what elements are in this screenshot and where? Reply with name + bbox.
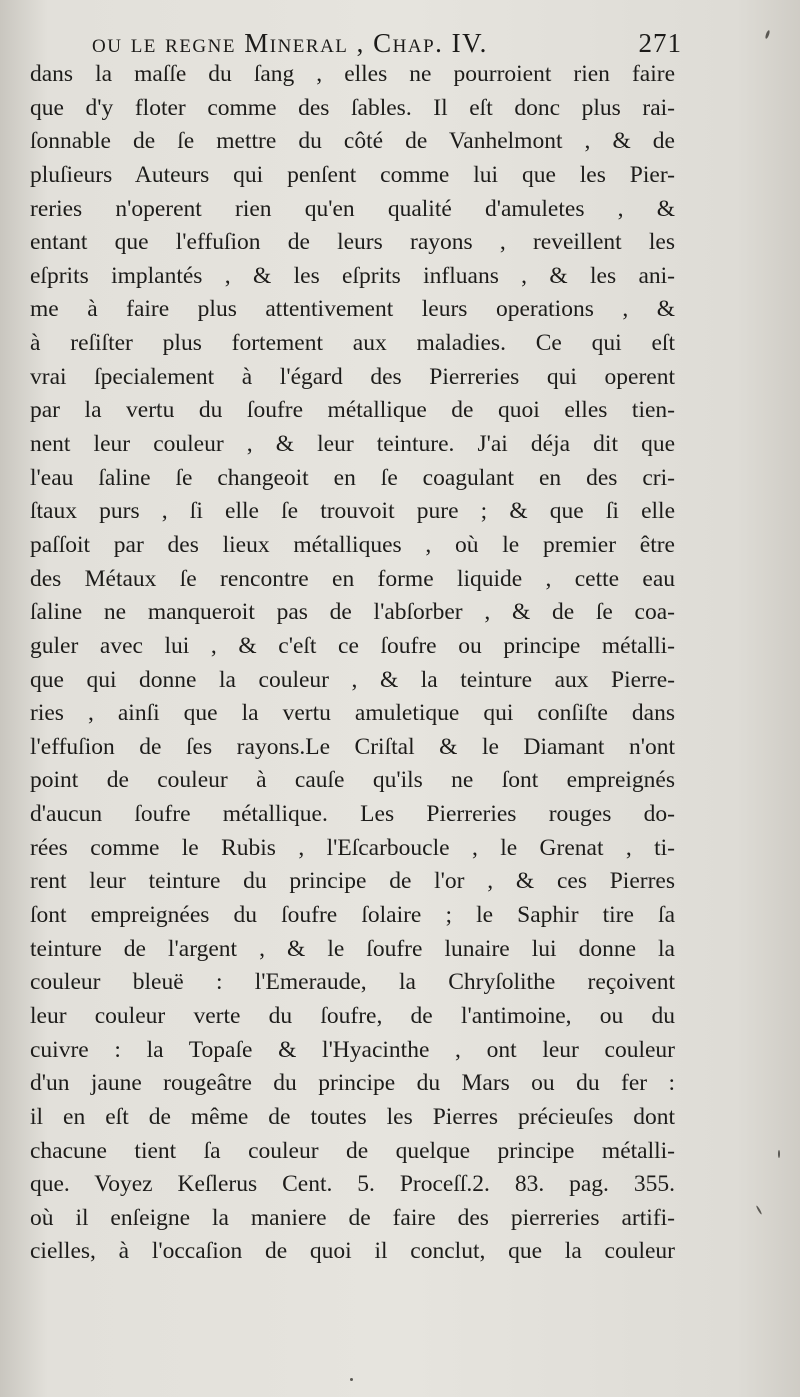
text-line: eſprits implantés , & les eſprits influans , & les ani- <box>30 262 675 289</box>
text-line: pluſieurs Auteurs qui penſent comme lui que les Pier- <box>30 161 675 188</box>
text-line: rent leur teinture du principe de l'or , & ces Pierres <box>30 868 675 895</box>
text-line: l'eau ſaline ſe changeoit en ſe coagulant en des cri- <box>30 464 675 491</box>
text-line: par la vertu du ſoufre métallique de quoi elles tien- <box>30 397 675 424</box>
text-line: nent leur couleur , & leur teinture. J'ai déja dit que <box>30 431 675 458</box>
text-line: ſonnable de ſe mettre du côté de Vanhelmont , & de <box>30 128 675 155</box>
text-line: que d'y floter comme des ſables. Il eſt donc plus rai- <box>30 94 675 121</box>
text-line: guler avec lui , & c'eſt ce ſoufre ou principe métalli- <box>30 632 675 659</box>
text-line: que qui donne la couleur , & la teinture aux Pierre- <box>30 666 675 693</box>
running-title: ou le regne Mineral , Chap. IV. <box>92 28 488 58</box>
text-line: cielles, à l'occaſion de quoi il conclut, que la couleur <box>30 1238 675 1265</box>
text-line: où il enſeigne la maniere de faire des pierreries artifi- <box>30 1204 675 1231</box>
text-line: point de couleur à cauſe qu'ils ne ſont empreignés <box>30 767 675 794</box>
text-line: reries n'operent rien qu'en qualité d'amuletes , & <box>30 195 675 222</box>
text-line: d'aucun ſoufre métallique. Les Pierreries rouges do- <box>30 801 675 828</box>
text-line: rées comme le Rubis , l'Eſcarboucle , le Grenat , ti- <box>30 834 675 861</box>
text-line: couleur bleuë : l'Emeraude, la Chryſolithe reçoivent <box>30 969 675 996</box>
text-line: que. Voyez Keſlerus Cent. 5. Proceſſ.2. 83. pag. 355. <box>30 1171 675 1198</box>
paper-speck <box>350 1378 353 1381</box>
text-line: des Métaux ſe rencontre en forme liquide , cette eau <box>30 565 675 592</box>
text-line: ſtaux purs , ſi elle ſe trouvoit pure ; & que ſi elle <box>30 498 675 525</box>
paper-speck <box>765 30 771 39</box>
paper-speck <box>778 1150 780 1158</box>
text-line: paſſoit par des lieux métalliques , où le premier être <box>30 531 675 558</box>
text-line: teinture de l'argent , & le ſoufre lunaire lui donne la <box>30 935 675 962</box>
body-text <box>30 58 675 1269</box>
text-line: chacune tient ſa couleur de quelque principe métalli- <box>30 1137 675 1164</box>
text-line: dans la maſſe du ſang , elles ne pourroient rien faire <box>30 61 675 87</box>
text-line: cuivre : la Topaſe & l'Hyacinthe , ont leur couleur <box>30 1036 675 1063</box>
text-line: il en eſt de même de toutes les Pierres précieuſes dont <box>30 1103 675 1130</box>
text-line: ſaline ne manqueroit pas de l'abſorber , & de ſe coa- <box>30 599 675 626</box>
text-line: ſont empreignées du ſoufre ſolaire ; le Saphir tire ſa <box>30 902 675 929</box>
paper-speck <box>756 1205 763 1215</box>
text-line: à reſiſter plus fortement aux maladies. Ce qui eſt <box>30 330 675 357</box>
text-line: d'un jaune rougeâtre du principe du Mars ou du fer : <box>30 1070 675 1097</box>
text-line: vrai ſpecialement à l'égard des Pierreries qui operent <box>30 363 675 390</box>
text-line: me à faire plus attentivement leurs operations , & <box>30 296 675 323</box>
text-line: entant que l'effuſion de leurs rayons , reveillent les <box>30 229 675 256</box>
text-line: l'effuſion de ſes rayons.Le Criſtal & le Diamant n'ont <box>30 733 675 760</box>
page-number: 271 <box>638 28 682 58</box>
text-line: ries , ainſi que la vertu amuletique qui conſiſte dans <box>30 700 675 727</box>
text-line: leur couleur verte du ſoufre, de l'antimoine, ou du <box>30 1002 675 1029</box>
